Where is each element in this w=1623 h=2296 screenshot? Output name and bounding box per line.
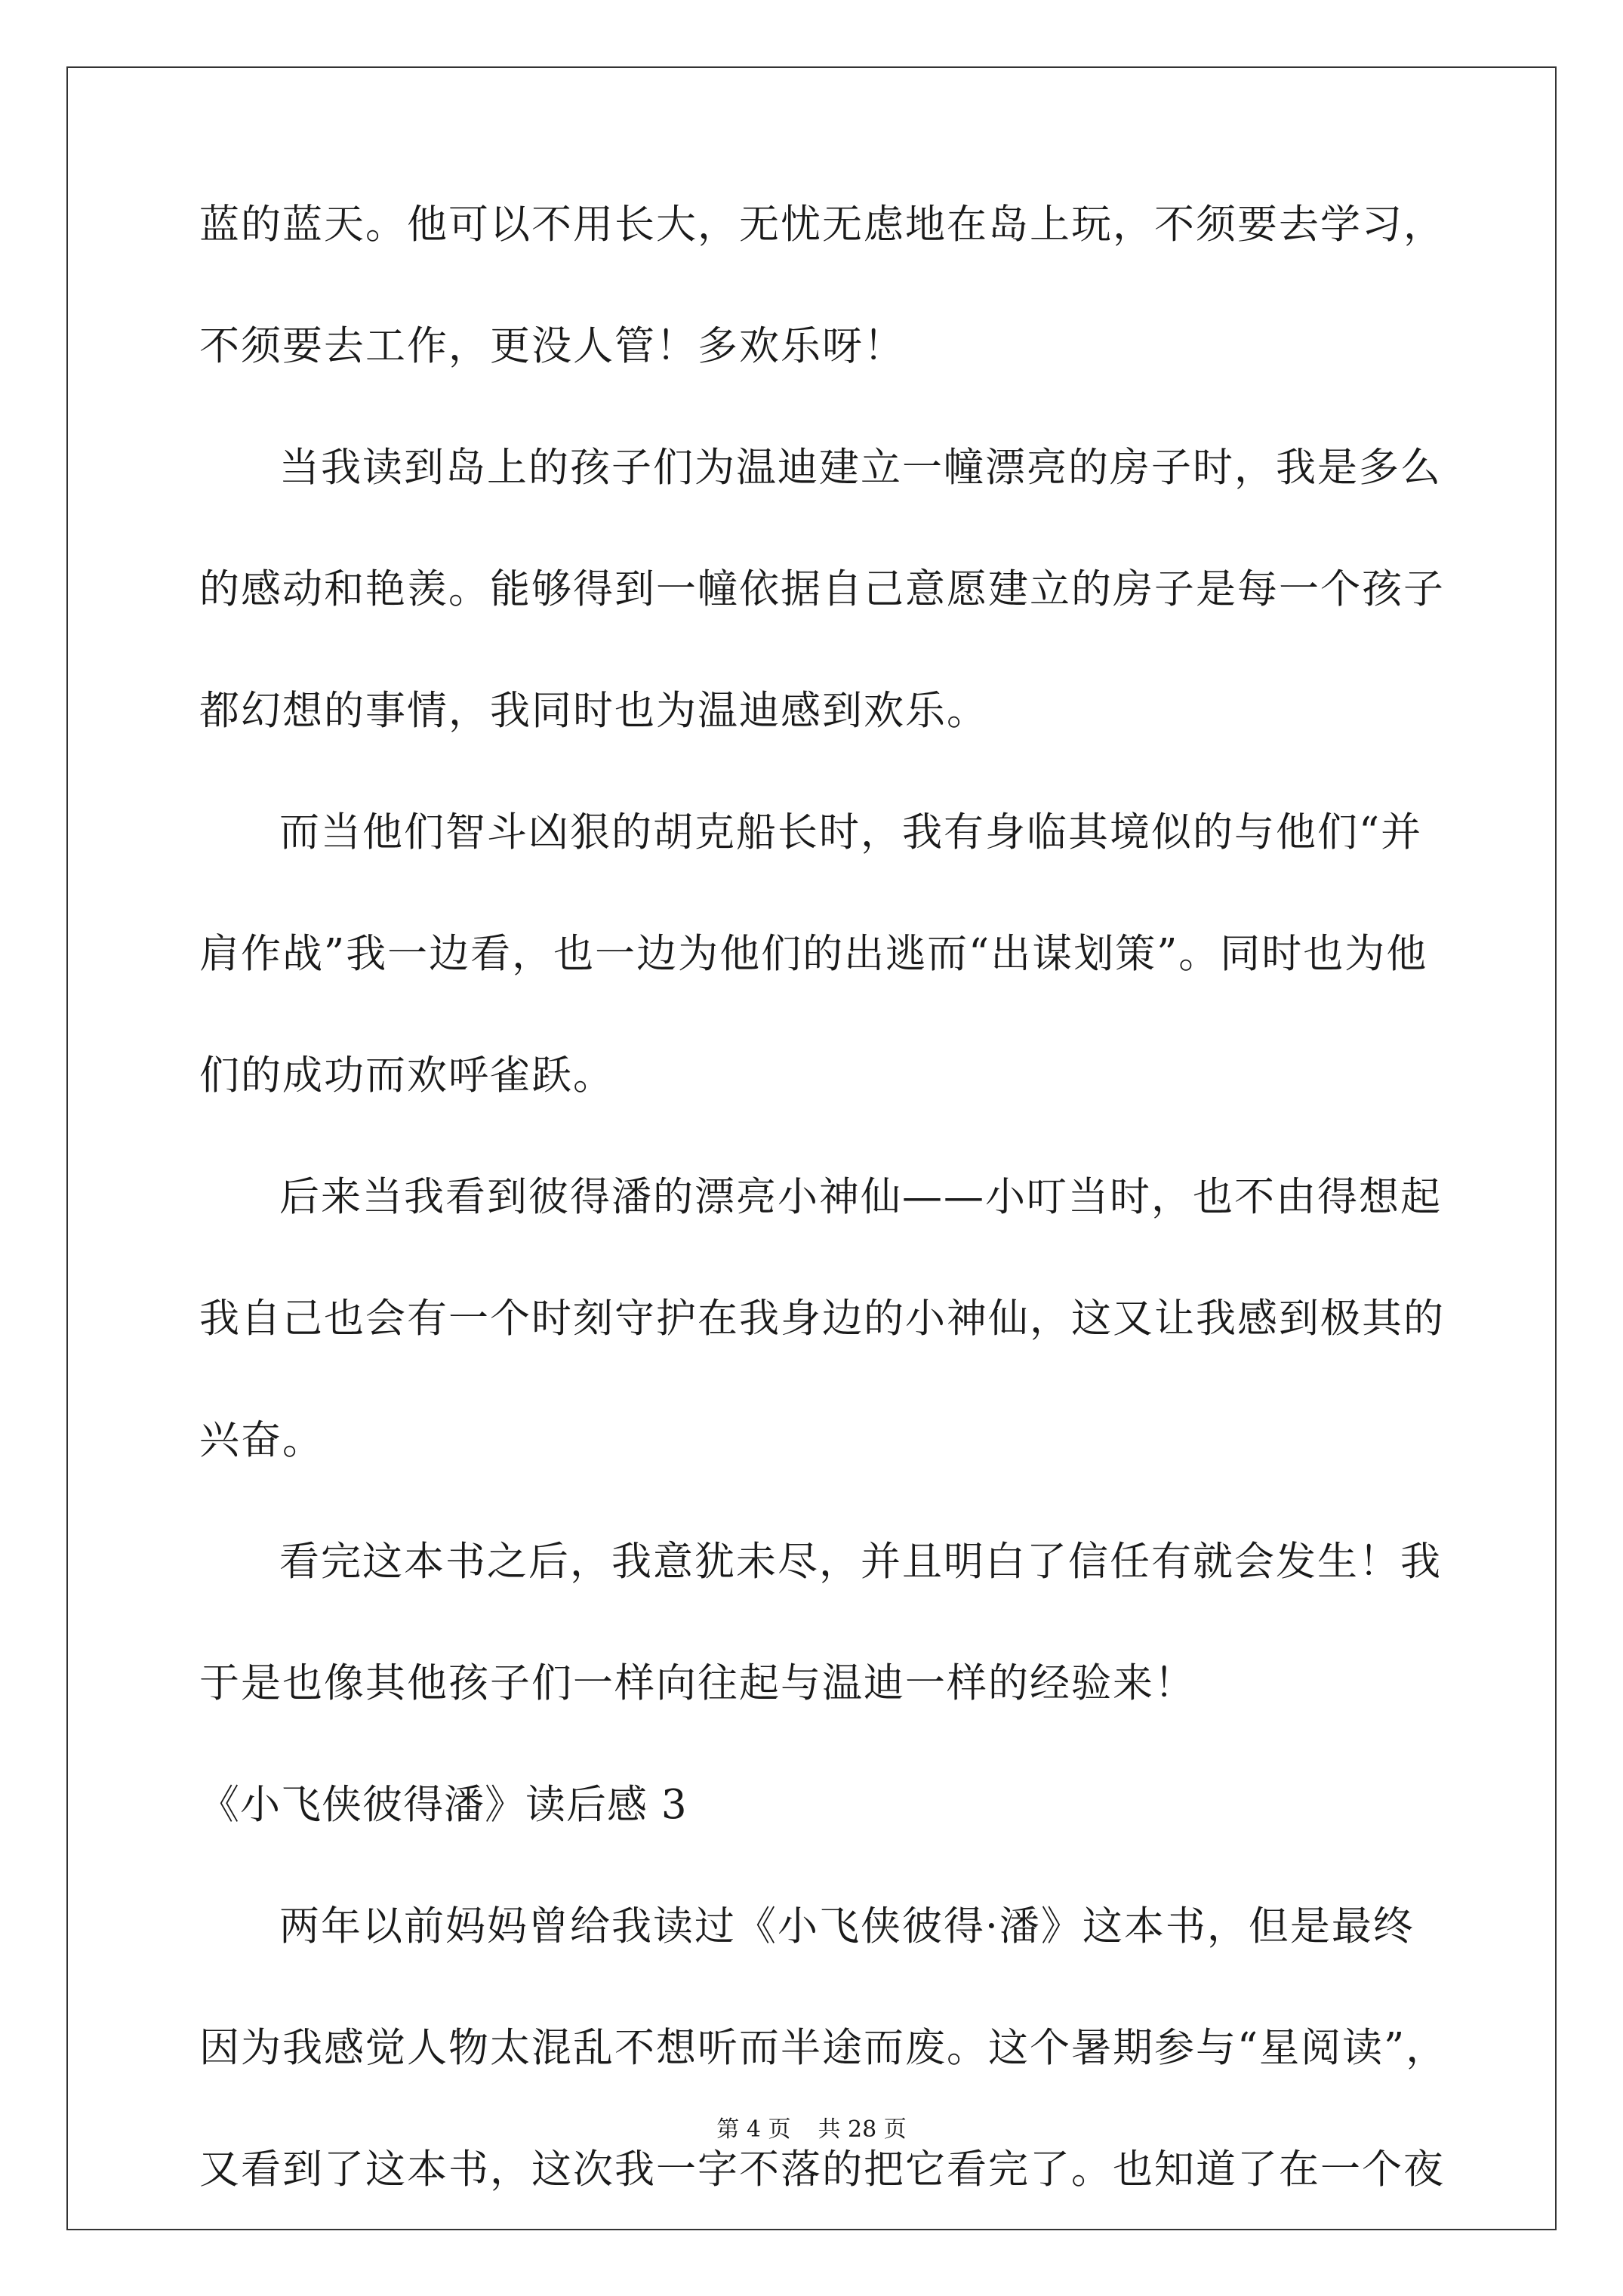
paragraph-start-line: 后来当我看到彼得潘的漂亮小神仙——小叮当时，也不由得想起 — [279, 1174, 1442, 1220]
text-line: 蓝的蓝天。他可以不用长大，无忧无虑地在岛上玩，不须要去学习， — [199, 202, 1445, 248]
text-line: 们的成功而欢呼雀跃。 — [199, 1052, 614, 1099]
text-line: 兴奋。 — [199, 1417, 324, 1463]
text-line: 肩作战”我一边看，也一边为他们的出逃而“出谋划策”。同时也为他 — [199, 931, 1428, 977]
text-line: 又看到了这本书，这次我一字不落的把它看完了。也知道了在一个夜 — [199, 2147, 1445, 2193]
page-total: 共 28 页 — [818, 2116, 907, 2143]
text-line: 不须要去工作，更没人管！多欢乐呀！ — [199, 323, 905, 369]
paragraph-start-line: 而当他们智斗凶狠的胡克船长时，我有身临其境似的与他们“并 — [279, 809, 1423, 855]
text-line: 都幻想的事情，我同时也为温迪感到欢乐。 — [199, 688, 988, 734]
paragraph-start-line: 两年以前妈妈曾给我读过《小飞侠彼得·潘》这本书，但是最终 — [279, 1903, 1415, 1949]
paragraph-start-line: 当我读到岛上的孩子们为温迪建立一幢漂亮的房子时，我是多么 — [279, 445, 1442, 491]
text-line: 于是也像其他孩子们一样向往起与温迪一样的经验来！ — [199, 1660, 1196, 1706]
paragraph-start-line: 看完这本书之后，我意犹未尽，并且明白了信任有就会发生！我 — [279, 1539, 1442, 1585]
text-line: 我自己也会有一个时刻守护在我身边的小神仙，这又让我感到极其的 — [199, 1296, 1445, 1342]
page-footer — [0, 2116, 1623, 2143]
section-heading: 《小飞侠彼得潘》读后感 3 — [199, 1782, 688, 1828]
text-line: 因为我感觉人物太混乱不想听而半途而废。这个暑期参与“星阅读”， — [199, 2025, 1448, 2071]
document-body — [199, 202, 1448, 2269]
text-line: 的感动和艳羡。能够得到一幢依据自己意愿建立的房子是每一个孩子 — [199, 566, 1445, 612]
page-number: 第 4 页 — [716, 2116, 791, 2143]
